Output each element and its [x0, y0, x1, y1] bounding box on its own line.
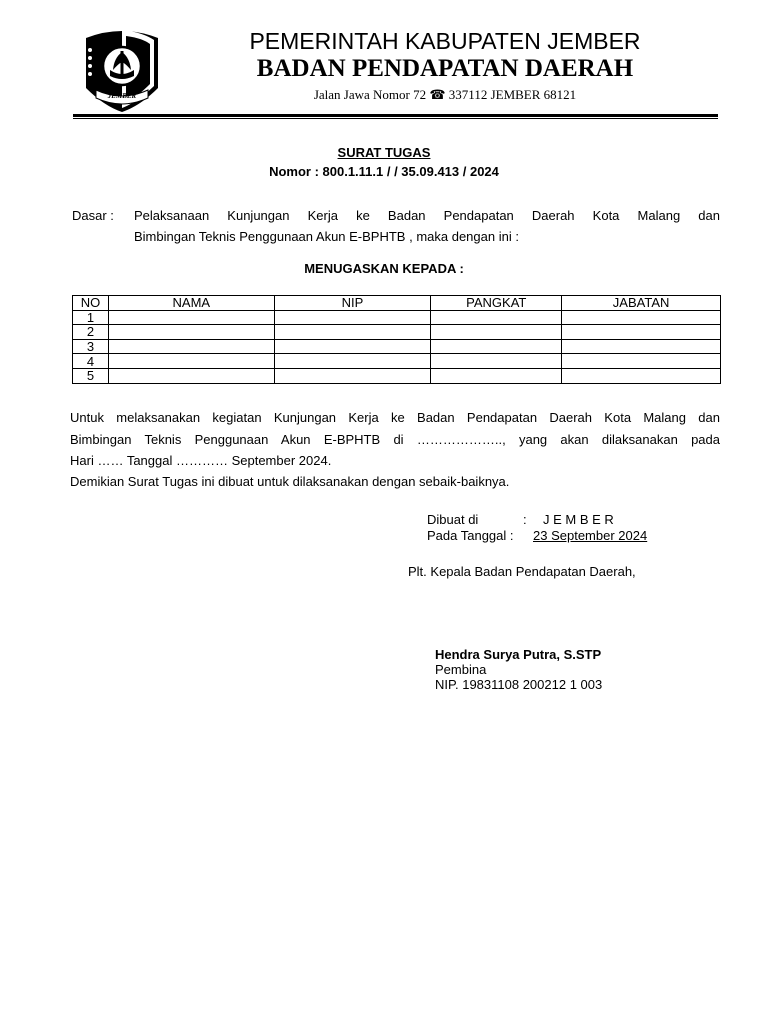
- table-cell-pangkat: [431, 354, 562, 369]
- svg-text:JEMBER: JEMBER: [107, 92, 137, 100]
- header-agency-name: BADAN PENDAPATAN DAERAH: [256, 55, 634, 82]
- table-row: [73, 368, 721, 383]
- table-cell-nip: [274, 339, 431, 354]
- signatory-position: Plt. Kepala Badan Pendapatan Daerah,: [408, 564, 636, 579]
- table-cell-nama: [108, 325, 274, 340]
- assignment-heading: MENUGASKAN KEPADA :: [304, 261, 464, 276]
- document-title: SURAT TUGAS: [337, 145, 431, 160]
- table-cell-jabatan: [562, 325, 721, 340]
- table-cell-no: 3: [73, 339, 109, 354]
- issued-place: [427, 512, 614, 528]
- dasar-text-line-1: Pelaksanaan Kunjungan Kerja ke Badan Pendapatan Daerah Kota Malang dan: [134, 208, 720, 223]
- closing-statement: Demikian Surat Tugas ini dibuat untuk dilaksanakan dengan sebaik-baiknya.: [70, 474, 510, 489]
- table-cell-pangkat: [431, 310, 562, 325]
- jember-regency-logo: [80, 26, 164, 112]
- table-header-cell: NIP: [274, 296, 431, 311]
- header-government-name: PEMERINTAH KABUPATEN JEMBER: [249, 28, 641, 54]
- body-paragraph-line-3: Hari …… Tanggal ………… September 2024.: [70, 453, 332, 468]
- header-divider-thin: [73, 118, 718, 119]
- table-header-cell: PANGKAT: [431, 296, 562, 311]
- table-cell-nip: [274, 310, 431, 325]
- table-row: [73, 339, 721, 354]
- table-cell-pangkat: [431, 368, 562, 383]
- table-header-cell: JABATAN: [562, 296, 721, 311]
- table-cell-jabatan: [562, 368, 721, 383]
- issued-place-value: J E M B E R: [543, 512, 614, 527]
- table-row: [73, 310, 721, 325]
- header-divider-thick: [73, 114, 718, 117]
- table-cell-nip: [274, 325, 431, 340]
- table-header-row: [73, 296, 721, 311]
- body-paragraph-line-2: Bimbingan Teknis Penggunaan Akun E-BPHTB di ……………….., yang akan dilaksanakan pada: [70, 432, 720, 447]
- dasar-text-line-2: Bimbingan Teknis Penggunaan Akun E-BPHTB , maka dengan ini :: [134, 229, 519, 244]
- table-row: [73, 354, 721, 369]
- issued-place-separator: :: [523, 512, 527, 527]
- table-cell-nip: [274, 368, 431, 383]
- table-header-cell: NAMA: [108, 296, 274, 311]
- issued-place-label: Dibuat di: [427, 512, 479, 527]
- issued-date-value: 23 September 2024: [533, 528, 648, 543]
- table-cell-jabatan: [562, 310, 721, 325]
- table-cell-jabatan: [562, 339, 721, 354]
- body-paragraph-line-1: Untuk melaksanakan kegiatan Kunjungan Kerja ke Badan Pendapatan Daerah Kota Malang dan: [70, 410, 720, 425]
- table-cell-pangkat: [431, 325, 562, 340]
- issued-date-label: Pada Tanggal :: [427, 528, 514, 543]
- table-cell-no: 1: [73, 310, 109, 325]
- signatory-nip: NIP. 19831108 200212 1 003: [435, 677, 603, 692]
- table-cell-pangkat: [431, 339, 562, 354]
- table-row: [73, 325, 721, 340]
- header-address: Jalan Jawa Nomor 72 ☎ 337112 JEMBER 68121: [313, 87, 577, 102]
- table-cell-nama: [108, 354, 274, 369]
- table-cell-no: 5: [73, 368, 109, 383]
- signatory-rank: Pembina: [435, 662, 487, 677]
- table-cell-no: 2: [73, 325, 109, 340]
- table-cell-nama: [108, 368, 274, 383]
- table-cell-nip: [274, 354, 431, 369]
- signatory-name: Hendra Surya Putra, S.STP: [435, 647, 602, 662]
- dasar-label: Dasar :: [72, 208, 114, 223]
- issued-date: [427, 528, 647, 544]
- table-cell-nama: [108, 339, 274, 354]
- assignee-table: [72, 295, 721, 384]
- table-cell-no: 4: [73, 354, 109, 369]
- document-number: Nomor : 800.1.11.1 / / 35.09.413 / 2024: [269, 164, 499, 179]
- table-header-cell: NO: [73, 296, 109, 311]
- table-cell-jabatan: [562, 354, 721, 369]
- table-cell-nama: [108, 310, 274, 325]
